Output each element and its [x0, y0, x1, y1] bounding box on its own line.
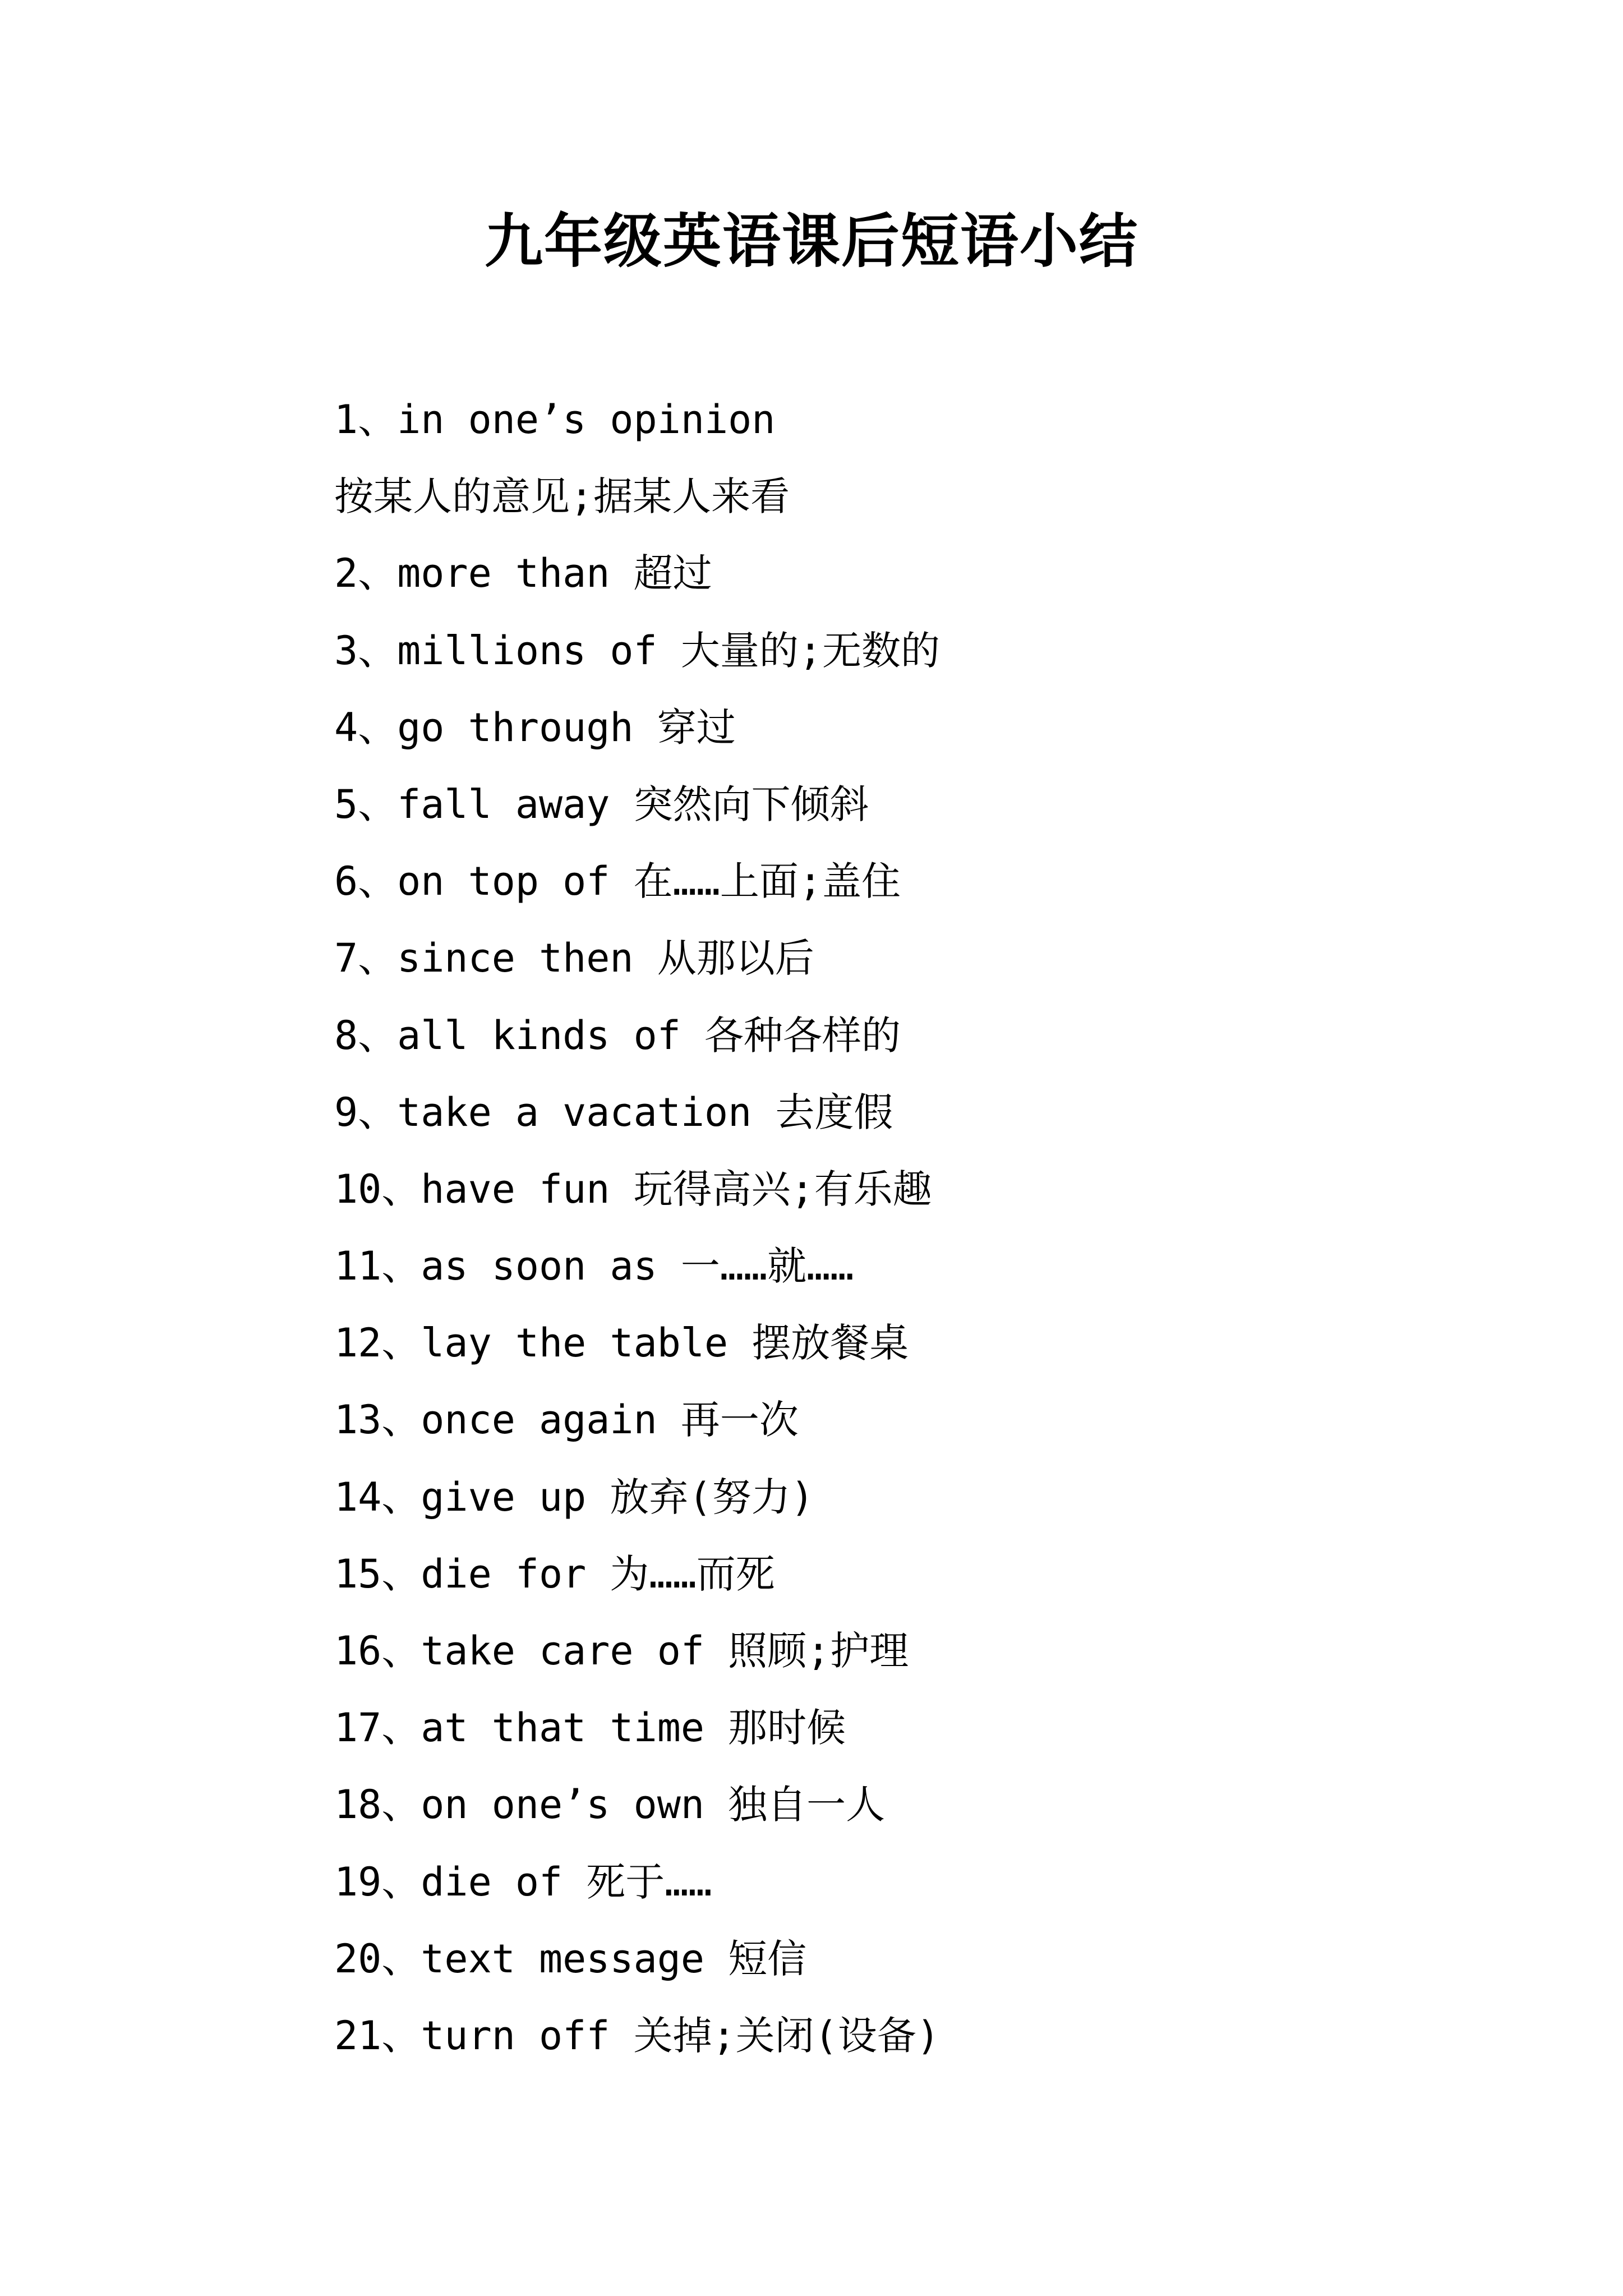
phrase-line: 4、go through 穿过	[334, 704, 736, 751]
phrase-line: 3、millions of 大量的;无数的	[334, 627, 940, 674]
phrase-line: 21、turn off 关掉;关闭(设备)	[334, 2012, 940, 2059]
phrase-line: 11、as soon as 一……就……	[334, 1243, 854, 1290]
page-title: 九年级英语课后短语小结	[484, 206, 1138, 275]
phrase-line: 13、once again 再一次	[334, 1397, 799, 1443]
phrase-line: 10、have fun 玩得高兴;有乐趣	[334, 1166, 932, 1212]
phrase-line: 19、die of 死于……	[334, 1858, 712, 1905]
phrase-line: 7、since then 从那以后	[334, 935, 814, 982]
phrase-line: 1、in one’s opinion	[334, 397, 776, 443]
phrase-line: 15、die for 为……而死	[334, 1550, 775, 1597]
phrase-line: 14、give up 放弃(努力)	[334, 1474, 814, 1520]
phrase-line: 8、all kinds of 各种各样的	[334, 1012, 901, 1059]
phrase-list	[334, 381, 1512, 2074]
phrase-line: 6、on top of 在……上面;盖住	[334, 858, 901, 905]
phrase-line: 按某人的意见;据某人来看	[334, 473, 790, 520]
phrase-line: 18、on one’s own 独自一人	[334, 1782, 886, 1828]
phrase-line: 12、lay the table 摆放餐桌	[334, 1320, 909, 1366]
phrase-line: 5、fall away 突然向下倾斜	[334, 781, 869, 827]
phrase-line: 17、at that time 那时候	[334, 1705, 846, 1751]
phrase-line: 20、text message 短信	[334, 1935, 807, 1982]
phrase-line: 16、take care of 照顾;护理	[334, 1628, 909, 1674]
phrase-line: 2、more than 超过	[334, 550, 712, 597]
phrase-line: 9、take a vacation 去度假	[334, 1089, 893, 1135]
